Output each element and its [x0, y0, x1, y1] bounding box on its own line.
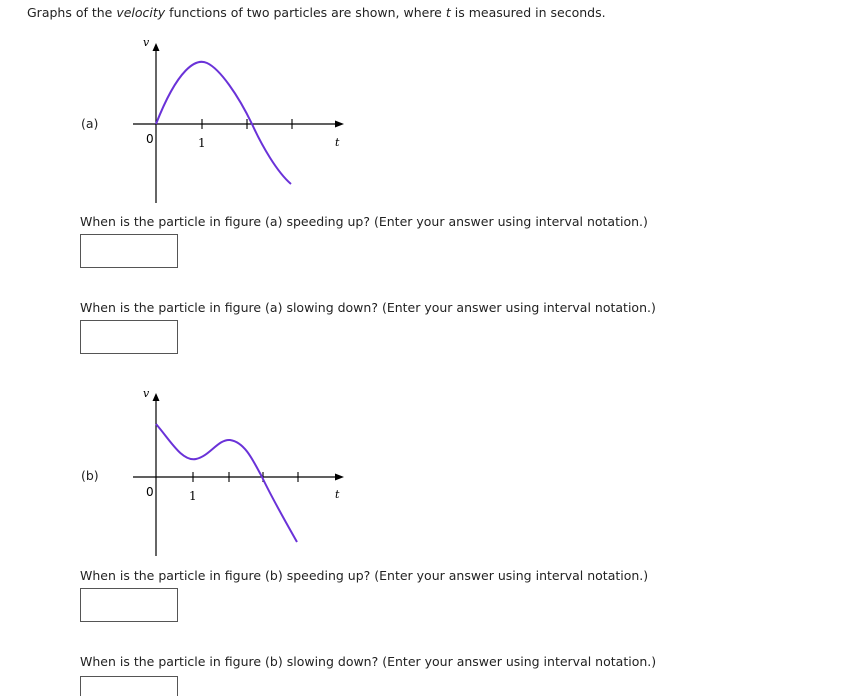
figure-a-label: (a) [81, 116, 99, 131]
question-a-speeding-up: When is the particle in figure (a) speeding up? (Enter your answer using interval notation.) [80, 214, 648, 229]
intro-variable-t: t [445, 5, 451, 20]
figure-a-t-label: t [335, 136, 340, 149]
figure-b-label: (b) [81, 468, 99, 483]
figure-b-t-arrow [335, 474, 344, 481]
figure-a-origin-label: 0 [146, 132, 154, 146]
figure-b-tick-label-1: 1 [189, 489, 197, 503]
intro-emphasis: velocity [116, 5, 166, 20]
question-b-speeding-up: When is the particle in figure (b) speeding up? (Enter your answer using interval notation.) [80, 568, 649, 583]
figure-a-v-label: v [143, 36, 150, 49]
answer-input-b-speeding-up[interactable] [80, 588, 178, 622]
answer-input-b-slowing-down[interactable] [80, 676, 178, 696]
figure-b-v-arrow [153, 393, 160, 401]
intro-part3: is measured in seconds. [450, 5, 606, 20]
figure-b-v-label: v [143, 387, 150, 400]
question-b-slowing-down: When is the particle in figure (b) slowing down? (Enter your answer using interval notation.) [80, 654, 657, 669]
figure-b-origin-label: 0 [146, 485, 154, 499]
intro-part2: functions of two particles are shown, where [165, 5, 446, 20]
figure-a-tick-label-1: 1 [198, 136, 206, 150]
figure-b-t-label: t [335, 488, 340, 501]
figure-b-velocity-curve [156, 424, 297, 542]
question-a-slowing-down: When is the particle in figure (a) slowing down? (Enter your answer using interval notation.) [80, 300, 656, 315]
intro-part1: Graphs of the [27, 5, 117, 20]
